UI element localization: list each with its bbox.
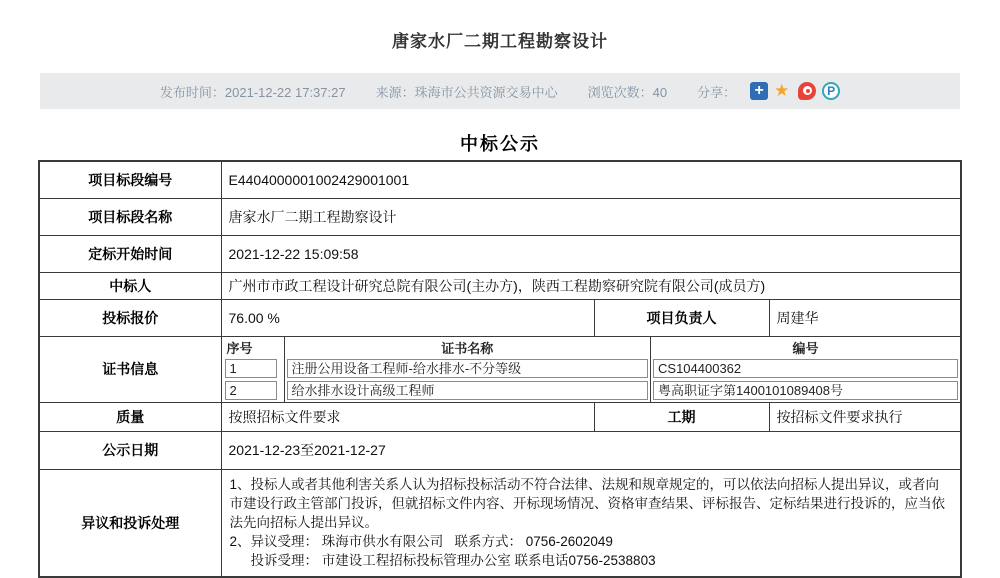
source bbox=[376, 82, 558, 101]
table-row bbox=[39, 272, 961, 299]
certificate-row bbox=[222, 380, 961, 402]
publicity-date-label: 公示日期 bbox=[39, 431, 221, 469]
objection-paragraph-2: 2、异议受理： 珠海市供水有限公司 联系方式： 0756-2602049 bbox=[229, 533, 613, 549]
objection-paragraph-3: 投诉受理： 市建设工程招标投标管理办公室 联系电话0756-2538803 bbox=[250, 552, 656, 568]
objection-paragraph-1: 1、投标人或者其他利害关系人认为招标投标活动不符合法律、法规和规章规定的，可以依法向招标人提出异议，或者向市建设行政主管部门投诉，但就招标文件内容、开标现场情况、资格审查结果、评标报告、定标结果进行投诉的，应当依法先向招标人提出异议。 bbox=[229, 476, 945, 530]
share-bar bbox=[697, 82, 840, 101]
quality-label: 质量 bbox=[39, 402, 221, 431]
share-more-icon[interactable] bbox=[750, 82, 768, 100]
cert-no-field: 2 bbox=[225, 381, 277, 400]
view-count-value: 40 bbox=[652, 84, 668, 100]
bid-price-value: 76.00 % bbox=[221, 299, 594, 336]
certificate-header-row bbox=[222, 337, 961, 358]
cert-name-field: 注册公用设备工程师-给水排水-不分等级 bbox=[287, 359, 649, 378]
source-value: 珠海市公共资源交易中心 bbox=[414, 84, 558, 100]
winner-label: 中标人 bbox=[39, 272, 221, 299]
award-start-time-label: 定标开始时间 bbox=[39, 235, 221, 272]
certificate-info-label: 证书信息 bbox=[39, 336, 221, 402]
award-start-time-value: 2021-12-22 15:09:58 bbox=[221, 235, 961, 272]
publish-time bbox=[160, 82, 346, 101]
certificate-row bbox=[222, 358, 961, 380]
publish-time-label: 发布时间： bbox=[159, 84, 225, 100]
publicity-date-value: 2021-12-23至2021-12-27 bbox=[221, 431, 961, 469]
certificate-table bbox=[221, 336, 961, 402]
meta-bar bbox=[40, 73, 960, 109]
section-number-label: 项目标段编号 bbox=[39, 161, 221, 198]
cert-col-no: 序号 bbox=[226, 340, 253, 356]
announcement-heading: 中标公示 bbox=[460, 134, 540, 154]
cert-col-name: 证书名称 bbox=[284, 337, 651, 358]
sina-weibo-icon[interactable] bbox=[798, 82, 816, 100]
publish-time-value: 2021-12-22 17:37:27 bbox=[224, 84, 346, 100]
view-count bbox=[588, 82, 667, 101]
table-row bbox=[39, 235, 961, 272]
table-row bbox=[39, 402, 961, 431]
cert-no-field: 1 bbox=[225, 359, 277, 378]
table-row bbox=[39, 431, 961, 469]
winner-value: 广州市市政工程设计研究总院有限公司(主办方)，陕西工程勘察研究院有限公司(成员方) bbox=[221, 272, 961, 299]
cert-code-field: CS104400362 bbox=[653, 359, 958, 378]
view-count-label: 浏览次数： bbox=[587, 84, 653, 100]
objection-handling-content bbox=[221, 469, 961, 577]
page-title: 唐家水厂二期工程勘察设计 bbox=[392, 32, 608, 51]
table-row bbox=[39, 299, 961, 336]
cert-name-field: 给水排水设计高级工程师 bbox=[287, 381, 649, 400]
source-label: 来源： bbox=[375, 84, 415, 100]
project-leader-value: 周建华 bbox=[769, 299, 961, 336]
objection-handling-label: 异议和投诉处理 bbox=[39, 469, 221, 577]
section-name-value: 唐家水厂二期工程勘察设计 bbox=[221, 198, 961, 235]
section-name-label: 项目标段名称 bbox=[39, 198, 221, 235]
p-share-icon[interactable] bbox=[822, 82, 840, 100]
cert-col-code: 编号 bbox=[650, 337, 960, 358]
table-row bbox=[39, 469, 961, 577]
table-row bbox=[39, 336, 961, 402]
duration-value: 按招标文件要求执行 bbox=[769, 402, 961, 431]
share-icons bbox=[750, 82, 840, 100]
bid-price-label: 投标报价 bbox=[39, 299, 221, 336]
project-leader-label: 项目负责人 bbox=[594, 299, 769, 336]
table-row bbox=[39, 198, 961, 235]
section-number-value: E4404000001002429001001 bbox=[221, 161, 961, 198]
share-label: 分享： bbox=[697, 84, 737, 100]
announcement-table bbox=[38, 160, 962, 578]
table-row bbox=[39, 161, 961, 198]
quality-value: 按照招标文件要求 bbox=[221, 402, 594, 431]
duration-label: 工期 bbox=[594, 402, 769, 431]
cert-code-field: 粤高职证字第1400101089408号 bbox=[653, 381, 958, 400]
qzone-star-icon[interactable] bbox=[774, 82, 792, 100]
